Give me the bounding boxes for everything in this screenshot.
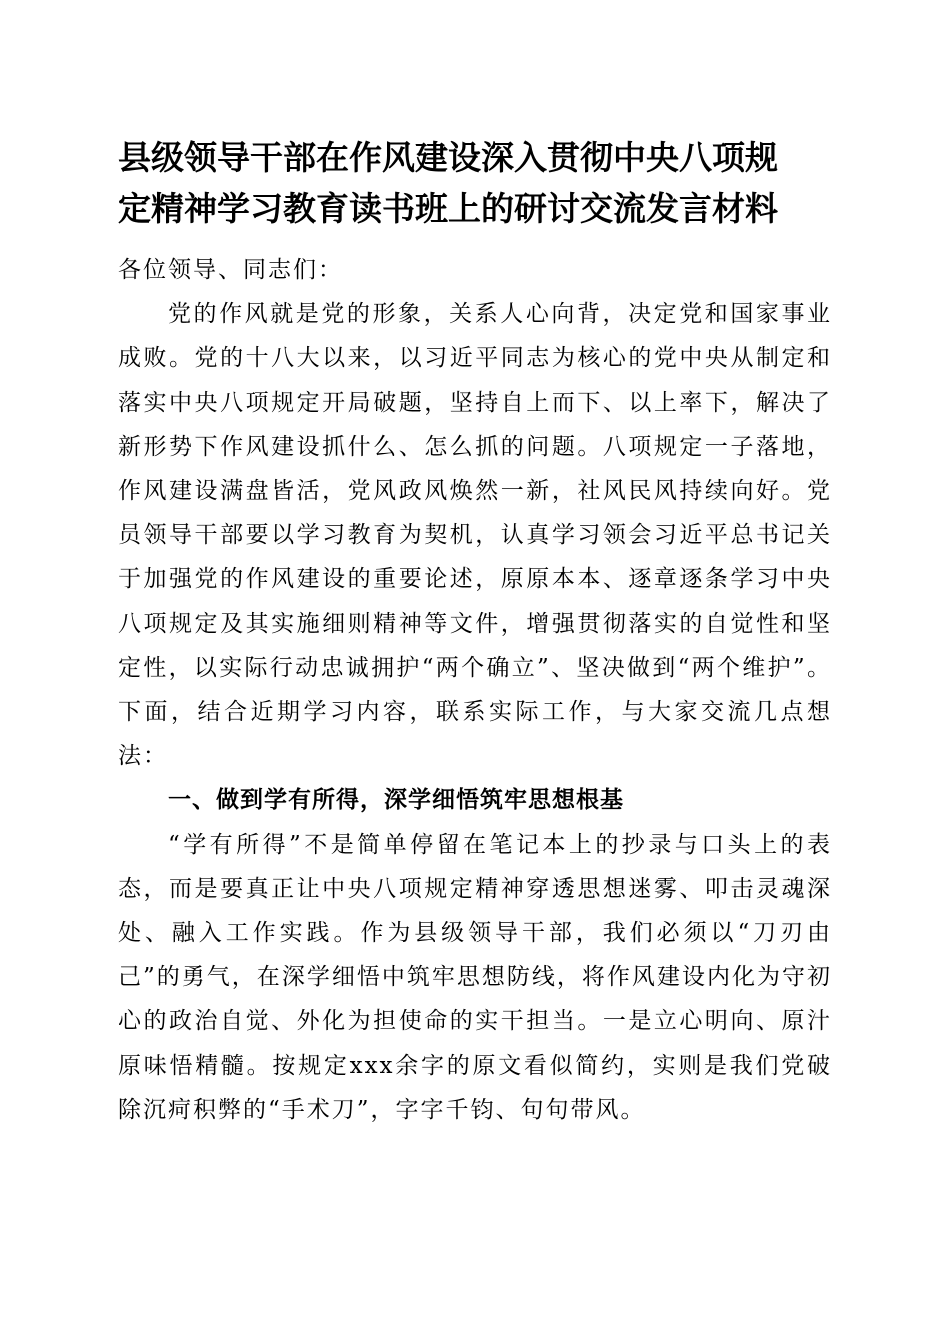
title-line-1: 县级领导干部在作风建设深入贯彻中央八项规 [118, 138, 778, 177]
section-heading-1: 一、做到学有所得，深学细悟筑牢思想根基 [168, 787, 624, 814]
document-body [118, 248, 832, 1132]
salutation: 各位领导、同志们： [118, 257, 343, 283]
paragraph-section-1: “学有所得”不是简单停留在笔记本上的抄录与口头上的表态，而是要真正让中央八项规定精神穿透思想迷雾、叩击灵魂深处、融入工作实践。作为县级领导干部，我们必须以“刀刃由己”的勇气，在深学细悟中筑牢思想防线，将作风建设内化为守初心的政治自觉、外化为担使命的实干担当。一是立心明向、原汁原味悟精髓。按规定xxx余字的原文看似简约，实则是我们党破除沉疴积弊的“手术刀”，字字千钧、句句带风。 [118, 831, 832, 1123]
title-line-2: 定精神学习教育读书班上的研讨交流发言材料 [118, 189, 778, 228]
paragraph-intro: 党的作风就是党的形象，关系人心向背，决定党和国家事业成败。党的十八大以来，以习近平同志为核心的党中央从制定和落实中央八项规定开局破题，坚持自上而下、以上率下，解决了新形势下作风建设抓什么、怎么抓的问题。八项规定一子落地，作风建设满盘皆活，党风政风焕然一新，社风民风持续向好。党员领导干部要以学习教育为契机，认真学习领会习近平总书记关于加强党的作风建设的重要论述，原原本本、逐章逐条学习中央八项规定及其实施细则精神等文件，增强贯彻落实的自觉性和坚定性，以实际行动忠诚拥护“两个确立”、坚决做到“两个维护”。下面，结合近期学习内容，联系实际工作，与大家交流几点想法： [118, 301, 832, 770]
document-title [118, 132, 832, 234]
